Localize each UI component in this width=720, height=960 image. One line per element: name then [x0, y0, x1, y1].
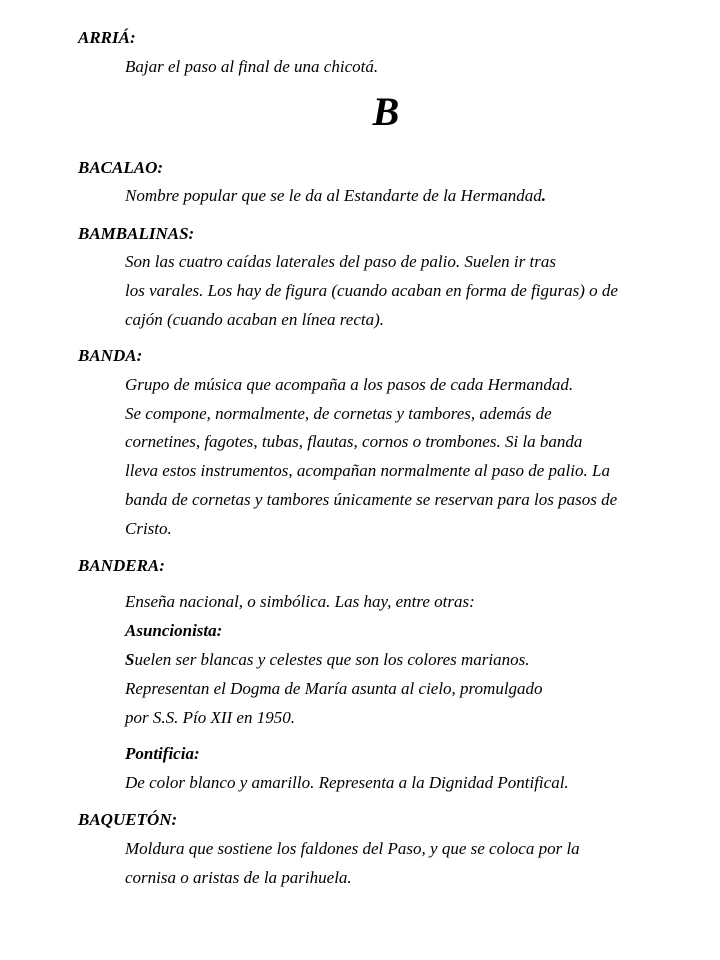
- definition-line: Son las cuatro caídas laterales del paso de palio. Suelen ir tras: [125, 252, 556, 271]
- section-letter: B: [372, 89, 400, 134]
- definition-line: De color blanco y amarillo. Representa a la Dignidad Pontifical.: [125, 773, 569, 792]
- definition-text: Nombre popular que se le da al Estandarte de la Hermandad: [125, 186, 542, 205]
- term-bandera: BANDERA:: [78, 556, 165, 575]
- term-baqueton: BAQUETÓN:: [78, 810, 178, 829]
- definition-text: uelen ser blancas y celestes que son los colores marianos.: [134, 650, 530, 669]
- subterm-asuncionista: Asuncionista:: [125, 621, 223, 640]
- definition-line: [125, 186, 546, 206]
- term-bacalao: BACALAO:: [78, 158, 164, 177]
- definition-line: lleva estos instrumentos, acompañan normalmente al paso de palio. La: [125, 461, 610, 480]
- definition-line: cornetines, fagotes, tubas, flautas, cornos o trombones. Si la banda: [125, 432, 583, 451]
- definition-line: banda de cornetas y tambores únicamente se reservan para los pasos de: [125, 490, 618, 509]
- definition-line: Se compone, normalmente, de cornetas y tambores, además de: [125, 404, 552, 423]
- definition-line: cajón (cuando acaban en línea recta).: [125, 310, 385, 329]
- definition-line: Moldura que sostiene los faldones del Paso, y que se coloca por la: [125, 839, 580, 858]
- first-letter: S: [125, 650, 135, 669]
- definition-line: Grupo de música que acompaña a los pasos de cada Hermandad.: [125, 375, 574, 394]
- definition-line: los varales. Los hay de figura (cuando acaban en forma de figuras) o de: [125, 281, 618, 300]
- definition-line: [125, 650, 530, 670]
- definition-line: por S.S. Pío XII en 1950.: [125, 708, 295, 727]
- term-arria: ARRIÁ:: [78, 28, 136, 47]
- definition-line: Representan el Dogma de María asunta al cielo, promulgado: [125, 679, 543, 698]
- subterm-pontificia: Pontificia:: [125, 744, 200, 763]
- definition-line: cornisa o aristas de la parihuela.: [125, 868, 352, 887]
- definition-period: .: [541, 186, 547, 205]
- term-banda: BANDA:: [78, 346, 143, 365]
- definition-line: Bajar el paso al final de una chicotá.: [125, 57, 379, 76]
- definition-line: Cristo.: [125, 519, 172, 538]
- term-bambalinas: BAMBALINAS:: [78, 224, 195, 243]
- definition-line: Enseña nacional, o simbólica. Las hay, entre otras:: [125, 592, 475, 611]
